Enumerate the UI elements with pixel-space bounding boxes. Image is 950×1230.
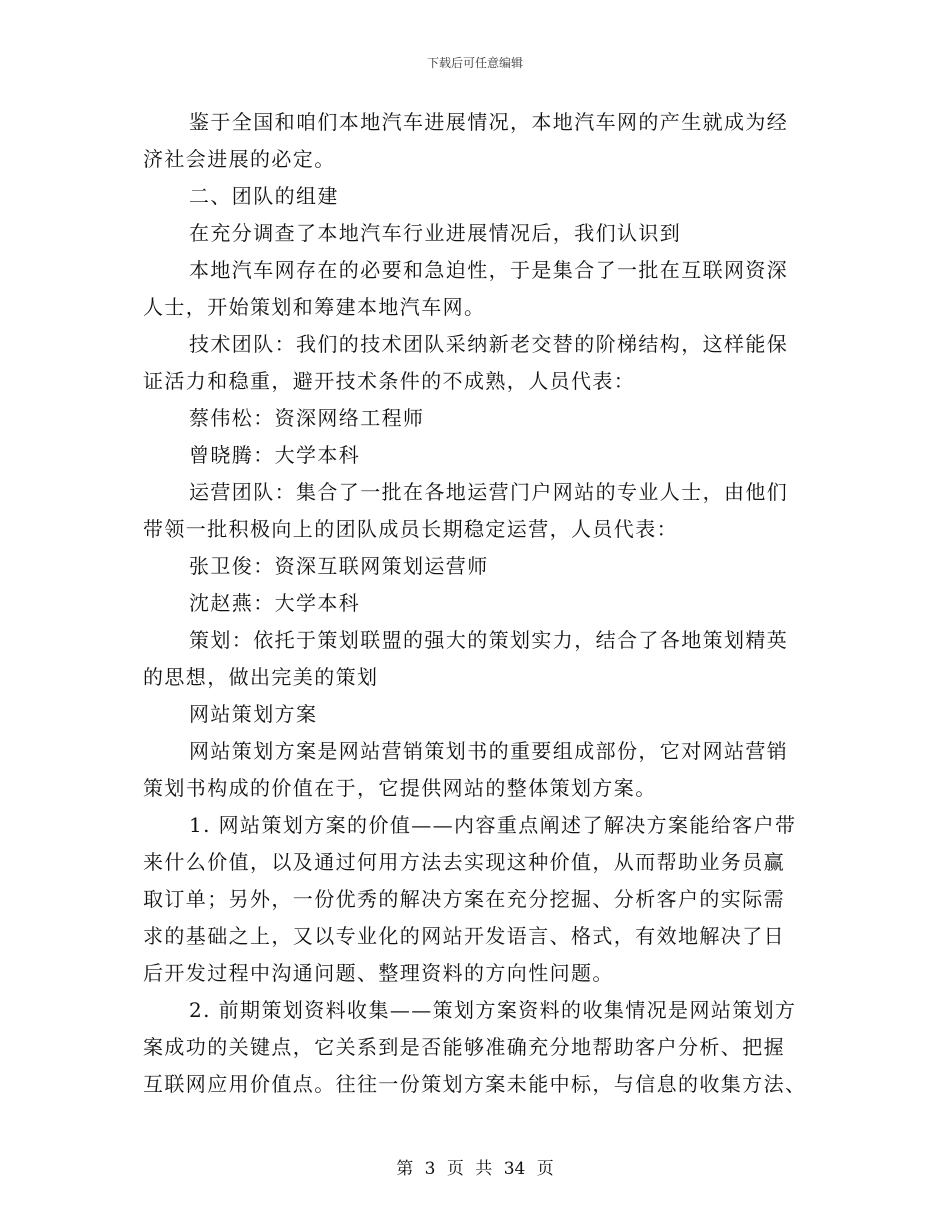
text-line: 技术团队：我们的技术团队采纳新老交替的阶梯结构，这样能保 <box>189 332 789 356</box>
page-header: 下载后可任意编辑 <box>426 56 523 70</box>
text-line: 本地汽车网存在的必要和急迫性，于是集合了一批在互联网资深 <box>189 258 789 282</box>
text-line: 蔡伟松：资深网络工程师 <box>189 406 425 430</box>
page-footer: 第 3 页 共 34 页 <box>396 1159 554 1179</box>
text-line: 证活力和稳重，避开技术条件的不成熟，人员代表： <box>143 369 636 393</box>
text-line: 来什么价值，以及通过何用方法去实现这种价值，从而帮助业务员赢 <box>143 850 785 874</box>
text-line: 人士，开始策划和筹建本地汽车网。 <box>143 295 486 319</box>
text-line: 在充分调查了本地汽车行业进展情况后，我们认识到 <box>189 221 682 245</box>
text-line: 济社会进展的必定。 <box>143 147 336 171</box>
text-line: 网站策划方案 <box>189 702 318 726</box>
text-line: 取订单；另外，一份优秀的解决方案在充分挖掘、分析客户的实际需 <box>143 887 785 911</box>
text-line: 带领一批积极向上的团队成员长期稳定运营，人员代表： <box>143 517 678 541</box>
text-line: 后开发过程中沟通问题、整理资料的方向性问题。 <box>143 961 614 985</box>
text-line: 网站策划方案是网站营销策划书的重要组成部份，它对网站营销 <box>189 739 789 763</box>
text-line: 沈赵燕：大学本科 <box>189 591 361 615</box>
text-line: 二、团队的组建 <box>189 184 339 208</box>
text-line: 策划：依托于策划联盟的强大的策划实力，结合了各地策划精英 <box>189 628 789 652</box>
text-line: 1. 网站策划方案的价值——内容重点阐述了解决方案能给客户带 <box>189 813 797 837</box>
text-line: 鉴于全国和咱们本地汽车进展情况，本地汽车网的产生就成为经 <box>189 110 789 134</box>
text-line: 的思想，做出完美的策划 <box>143 665 379 689</box>
document-body <box>143 104 809 1103</box>
text-line: 张卫俊：资深互联网策划运营师 <box>189 554 489 578</box>
text-line: 曾晓腾：大学本科 <box>189 443 361 467</box>
text-line: 策划书构成的价值在于，它提供网站的整体策划方案。 <box>143 776 657 800</box>
text-line: 求的基础之上，又以专业化的网站开发语言、格式，有效地解决了日 <box>143 924 785 948</box>
text-line: 2. 前期策划资料收集——策划方案资料的收集情况是网站策划方 <box>189 998 797 1022</box>
text-line: 运营团队：集合了一批在各地运营门户网站的专业人士，由他们 <box>189 480 789 504</box>
text-line: 案成功的关键点，它关系到是否能够准确充分地帮助客户分析、把握 <box>143 1035 785 1059</box>
text-line: 互联网应用价值点。往往一份策划方案未能中标，与信息的收集方法、 <box>143 1072 807 1096</box>
